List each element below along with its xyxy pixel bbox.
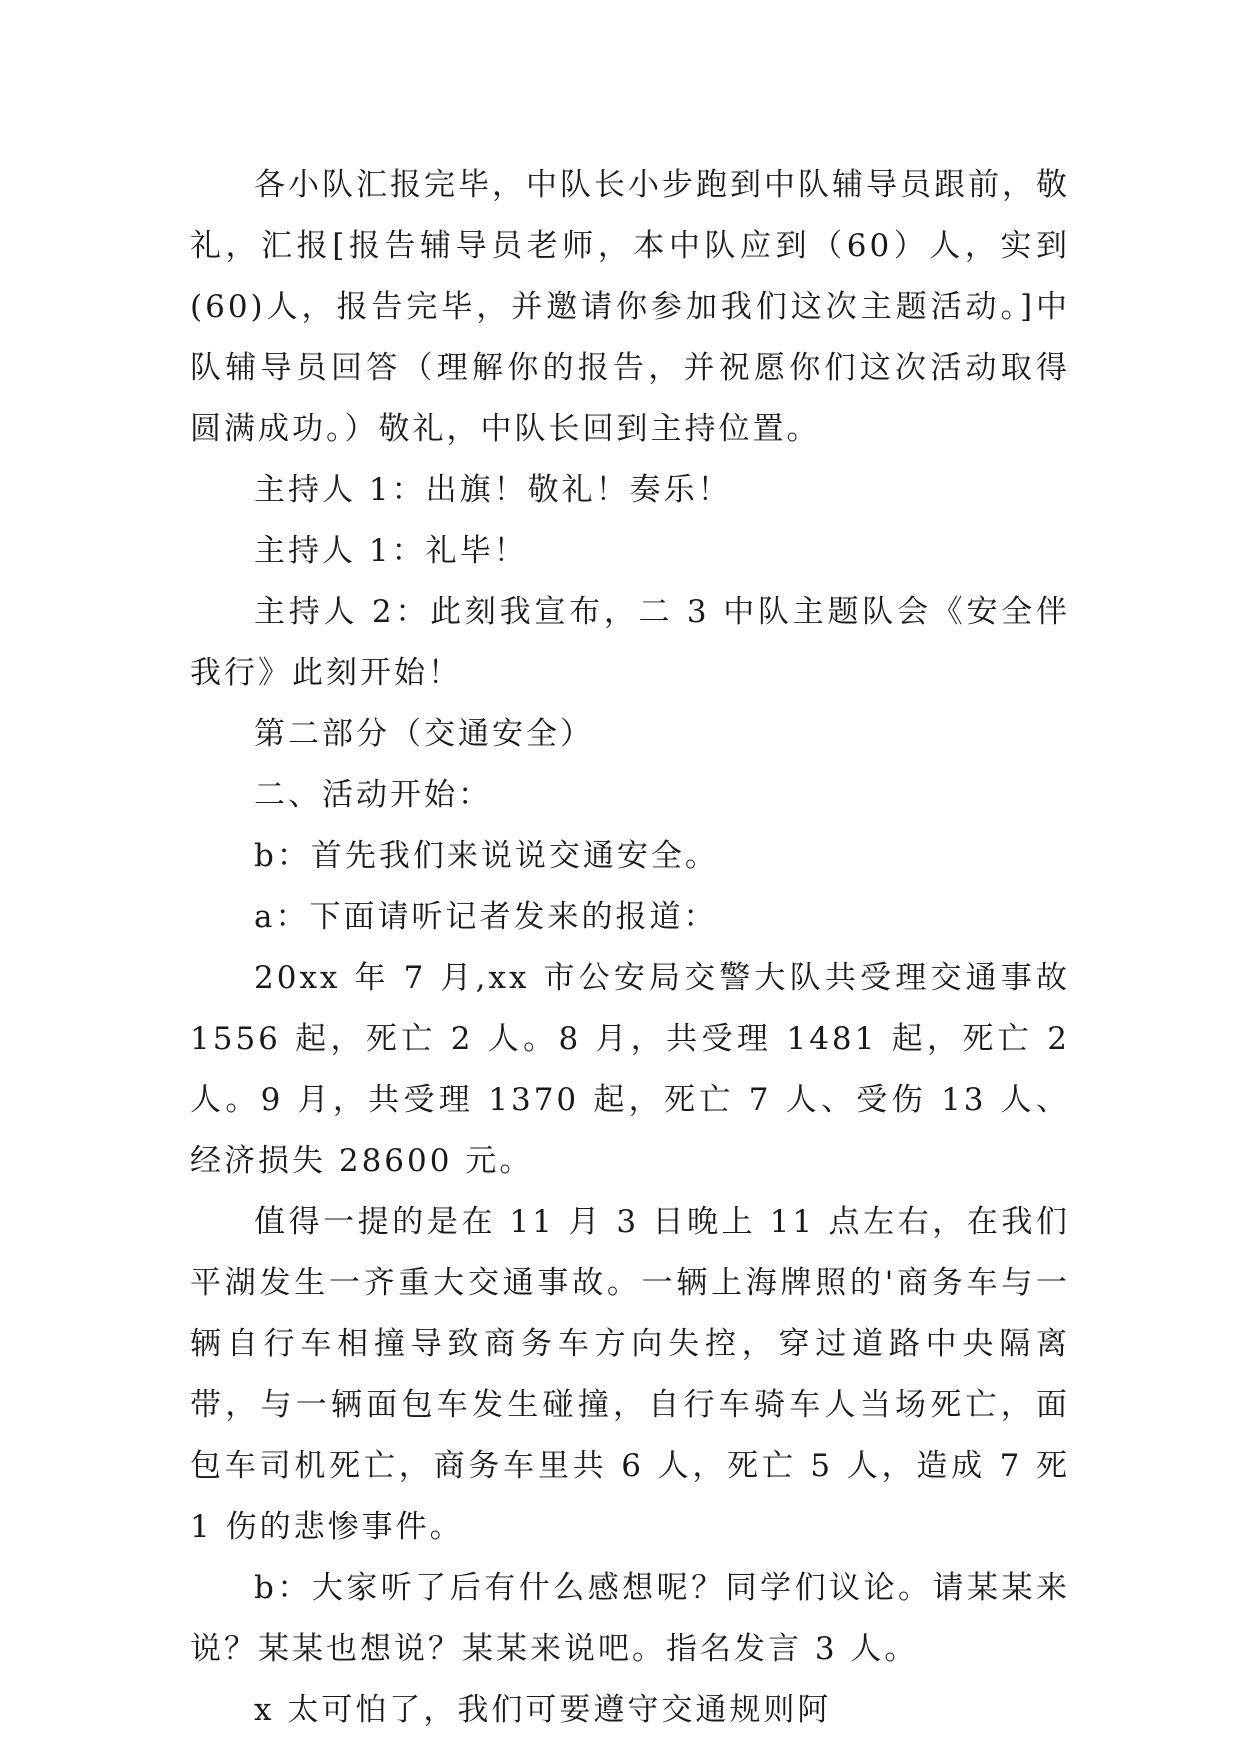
section-heading-activity-start: 二、活动开始： (254, 777, 492, 813)
paragraph-x-response: x 太可怕了，我们可要遵守交通规则阿 (254, 1692, 832, 1728)
paragraph-host1-flag: 主持人 1：出旗！敬礼！奏乐！ (254, 472, 732, 508)
paragraph-a-report: a：下面请听记者发来的报道： (254, 899, 718, 935)
document-body (190, 155, 1070, 1741)
paragraph-report: 各小队汇报完毕，中队长小步跑到中队辅导员跟前，敬礼，汇报[报告辅导员老师，本中队应到（60）人，实到(60)人，报告完毕，并邀请你参加我们这次主题活动。]中队辅导员回答（理解你的报告，并祝愿你们这次活动取得圆满成功。）敬礼，中队长回到主持位置。 (190, 167, 1070, 447)
section-heading-traffic: 第二部分（交通安全） (254, 716, 594, 752)
paragraph-statistics: 20xx 年 7 月,xx 市公安局交警大队共受理交通事故 1556 起，死亡 2 人。8 月，共受理 1481 起，死亡 2 人。9 月，共受理 1370 起，死亡 7 人、受伤 13 人、经济损失 28600 元。 (190, 960, 1070, 1179)
paragraph-host1-salute: 主持人 1：礼毕！ (254, 533, 528, 569)
paragraph-accident: 值得一提的是在 11 月 3 日晚上 11 点左右，在我们平湖发生一齐重大交通事故。一辆上海牌照的'商务车与一辆自行车相撞导致商务车方向失控，穿过道路中央隔离带，与一辆面包车发生碰撞，自行车骑车人当场死亡，面包车司机死亡，商务车里共 6 人，死亡 5 人，造成 7 死 1 伤的悲惨事件。 (190, 1204, 1070, 1545)
paragraph-b-intro: b：首先我们来说说交通安全。 (254, 838, 719, 874)
paragraph-b-discussion: b：大家听了后有什么感想呢？同学们议论。请某某来说？某某也想说？某某来说吧。指名发言 3 人。 (190, 1570, 1070, 1667)
paragraph-host2-announce: 主持人 2：此刻我宣布，二 3 中队主题队会《安全伴我行》此刻开始！ (190, 594, 1070, 691)
